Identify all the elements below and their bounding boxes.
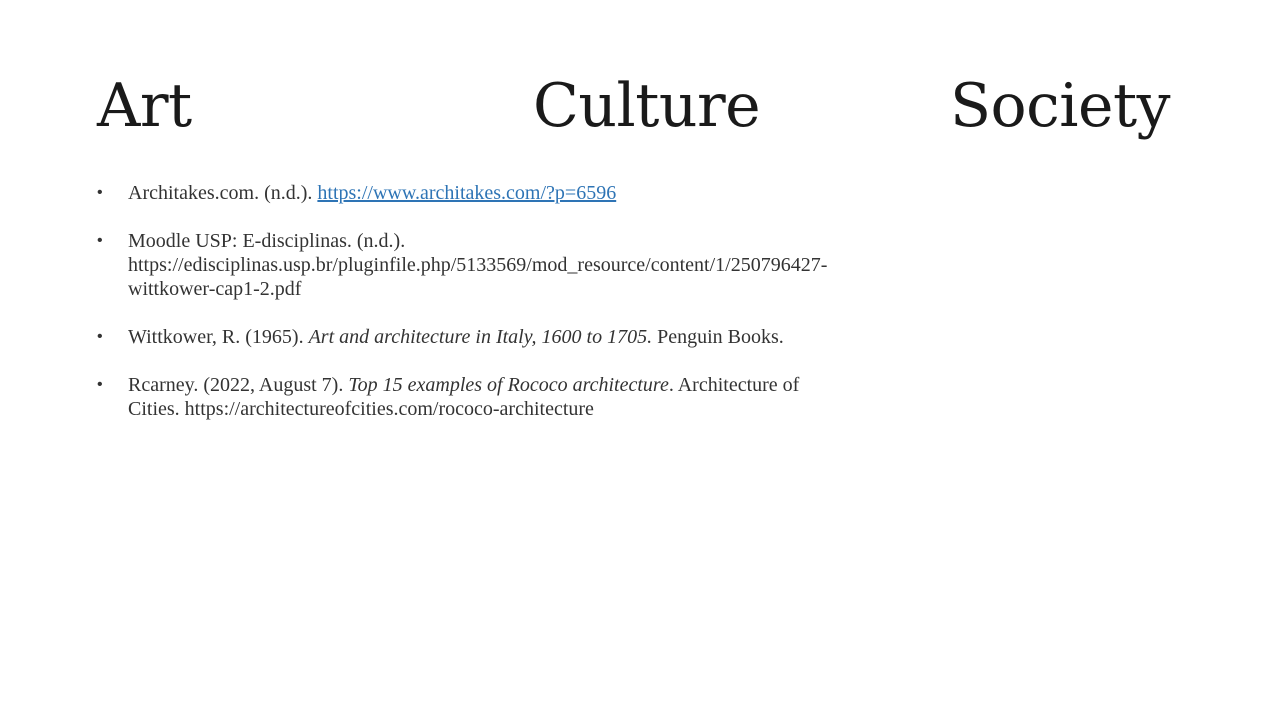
bullet-icon: • <box>97 232 103 249</box>
reference-text: Rcarney. (2022, August 7). <box>128 374 349 396</box>
reference-item-wittkower <box>97 325 977 349</box>
reference-book-title: Art and architecture in Italy, 1600 to 1705. <box>308 326 653 348</box>
slide-title <box>97 66 1170 146</box>
bullet-icon: • <box>97 184 103 201</box>
reference-text: Wittkower, R. (1965). <box>128 326 309 348</box>
reference-url: Cities. https://architectureofcities.com/rococo-architecture <box>128 398 594 420</box>
reference-item-moodle <box>97 229 977 301</box>
title-word-art: Art <box>97 71 192 141</box>
bullet-icon: • <box>97 328 103 345</box>
reference-url-continued: wittkower-cap1-2.pdf <box>128 278 302 300</box>
bullet-icon: • <box>97 376 103 393</box>
title-word-society: Society <box>949 71 1170 141</box>
reference-item-architakes <box>97 181 977 205</box>
reference-article-title: Top 15 examples of Rococo architecture <box>348 374 669 396</box>
reference-publisher: Penguin Books. <box>652 326 784 348</box>
reference-list <box>97 181 977 445</box>
reference-link-architakes[interactable]: https://www.architakes.com/?p=6596 <box>317 182 617 204</box>
reference-url: https://edisciplinas.usp.br/pluginfile.php/5133569/mod_resource/content/1/250796427- <box>128 254 828 276</box>
reference-text: Moodle USP: E-disciplinas. (n.d.). <box>128 230 406 252</box>
reference-text: Architakes.com. (n.d.). <box>128 182 318 204</box>
title-word-culture: Culture <box>533 71 761 141</box>
reference-source: . Architecture of <box>668 374 800 396</box>
reference-item-rcarney <box>97 373 977 421</box>
